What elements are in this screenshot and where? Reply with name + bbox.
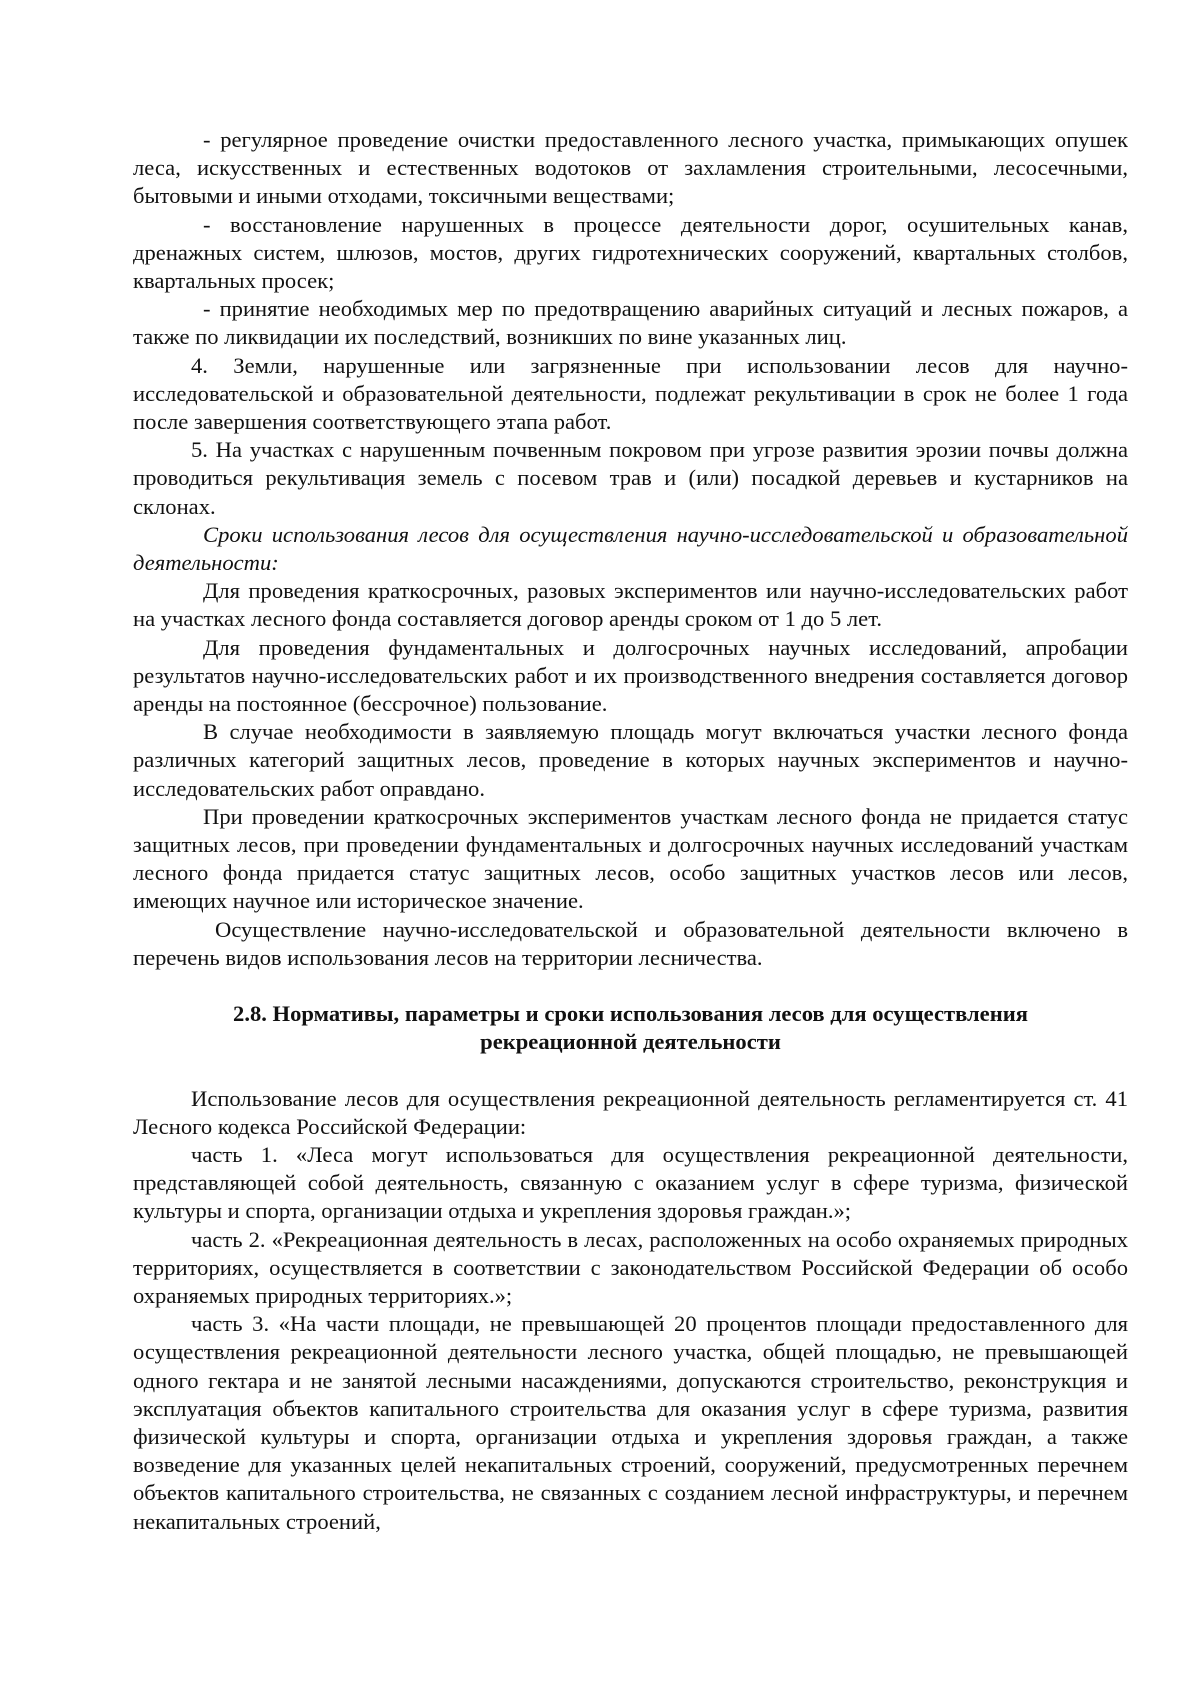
paragraph-item-4: 4. Земли, нарушенные или загрязненные при использовании лесов для научно-исследовательской и образовательной деятельности, подлежат рекультивации в срок не более 1 года после завершения соответствующего этапа работ.: [133, 352, 1128, 435]
paragraph-short-term: Для проведения краткосрочных, разовых экспериментов или научно-исследовательских работ на участках лесного фонда составляется договор аренды сроком от 1 до 5 лет.: [133, 578, 1128, 632]
paragraph-protective-forests: В случае необходимости в заявляемую площадь могут включаться участки лесного фонда различных категорий защитных лесов, проведение в которых научных экспериментов и научно-исследовательских работ оправдано.: [133, 719, 1128, 801]
paragraph-status: При проведении краткосрочных экспериментов участкам лесного фонда не придается статус защитных лесов, при проведении фундаментальных и долгосрочных научных исследований участкам лесного фонда придается статус защитных лесов, особо защитных участков лесов или лесов, имеющих научное или историческое значение.: [133, 803, 1128, 914]
section-heading: 2.8. Нормативы, параметры и сроки использования лесов для осуществления рекреационной деятельности: [233, 1001, 1028, 1055]
paragraph-recreation-intro: Использование лесов для осуществления рекреационной деятельность регламентируется ст. 41 Лесного кодекса Российской Федерации:: [133, 1085, 1128, 1139]
italic-subheading: Сроки использования лесов для осуществления научно-исследовательской и образовательной деятельности:: [133, 521, 1128, 576]
paragraph-part-3: часть 3. «На части площади, не превышающей 20 процентов площади предоставленного для осуществления рекреационной деятельности лесного участка, общей площадью, не превышающей одного гектара и не занятой лесными насаждениями, допускаются строительство, реконструкция и эксплуатация объектов капитального строительства для оказания услуг в сфере туризма, развития физической культуры и спорта, организации отдыха и укрепления здоровья граждан, а также возведение для указанных целей некапитальных строений, сооружений, предусмотренных перечнем объектов капитального строительства, не связанных с созданием лесной инфраструктуры, и перечнем некапитальных строений,: [133, 1311, 1128, 1534]
paragraph-fire-prevention: - принятие необходимых мер по предотвращению аварийных ситуаций и лесных пожаров, а также по ликвидации их последствий, возникших по вине указанных лиц.: [133, 296, 1128, 350]
paragraph-cleaning: - регулярное проведение очистки предоставленного лесного участка, примыкающих опушек леса, искусственных и естественных водотоков от захламления строительными, лесосечными, бытовыми и иными отходами, токсичными веществами;: [133, 127, 1128, 209]
paragraph-item-5: 5. На участках с нарушенным почвенным покровом при угрозе развития эрозии почвы должна проводиться рекультивация земель с посевом трав и (или) посадкой деревьев и кустарников на склонах.: [133, 437, 1128, 519]
paragraph-restoration: - восстановление нарушенных в процессе деятельности дорог, осушительных канав, дренажных систем, шлюзов, мостов, других гидротехнических сооружений, квартальных столбов, квартальных просек;: [133, 211, 1128, 294]
paragraph-long-term: Для проведения фундаментальных и долгосрочных научных исследований, апробации результатов научно-исследовательских работ и их производственного внедрения составляется договор аренды на постоянное (бессрочное) пользование.: [133, 634, 1128, 717]
paragraph-part-2: часть 2. «Рекреационная деятельность в лесах, расположенных на особо охраняемых природных территориях, осуществляется в соответствии с законодательством Российской Федерации об особо охраняемых природных территориях.»;: [133, 1226, 1128, 1308]
paragraph-included: Осуществление научно-исследовательской и образовательной деятельности включено в перечень видов использования лесов на территории лесничества.: [133, 916, 1128, 970]
paragraph-part-1: часть 1. «Леса могут использоваться для осуществления рекреационной деятельности, представляющей собой деятельность, связанную с оказанием услуг в сфере туризма, физической культуры и спорта, организации отдыха и укрепления здоровья граждан.»;: [133, 1141, 1128, 1224]
